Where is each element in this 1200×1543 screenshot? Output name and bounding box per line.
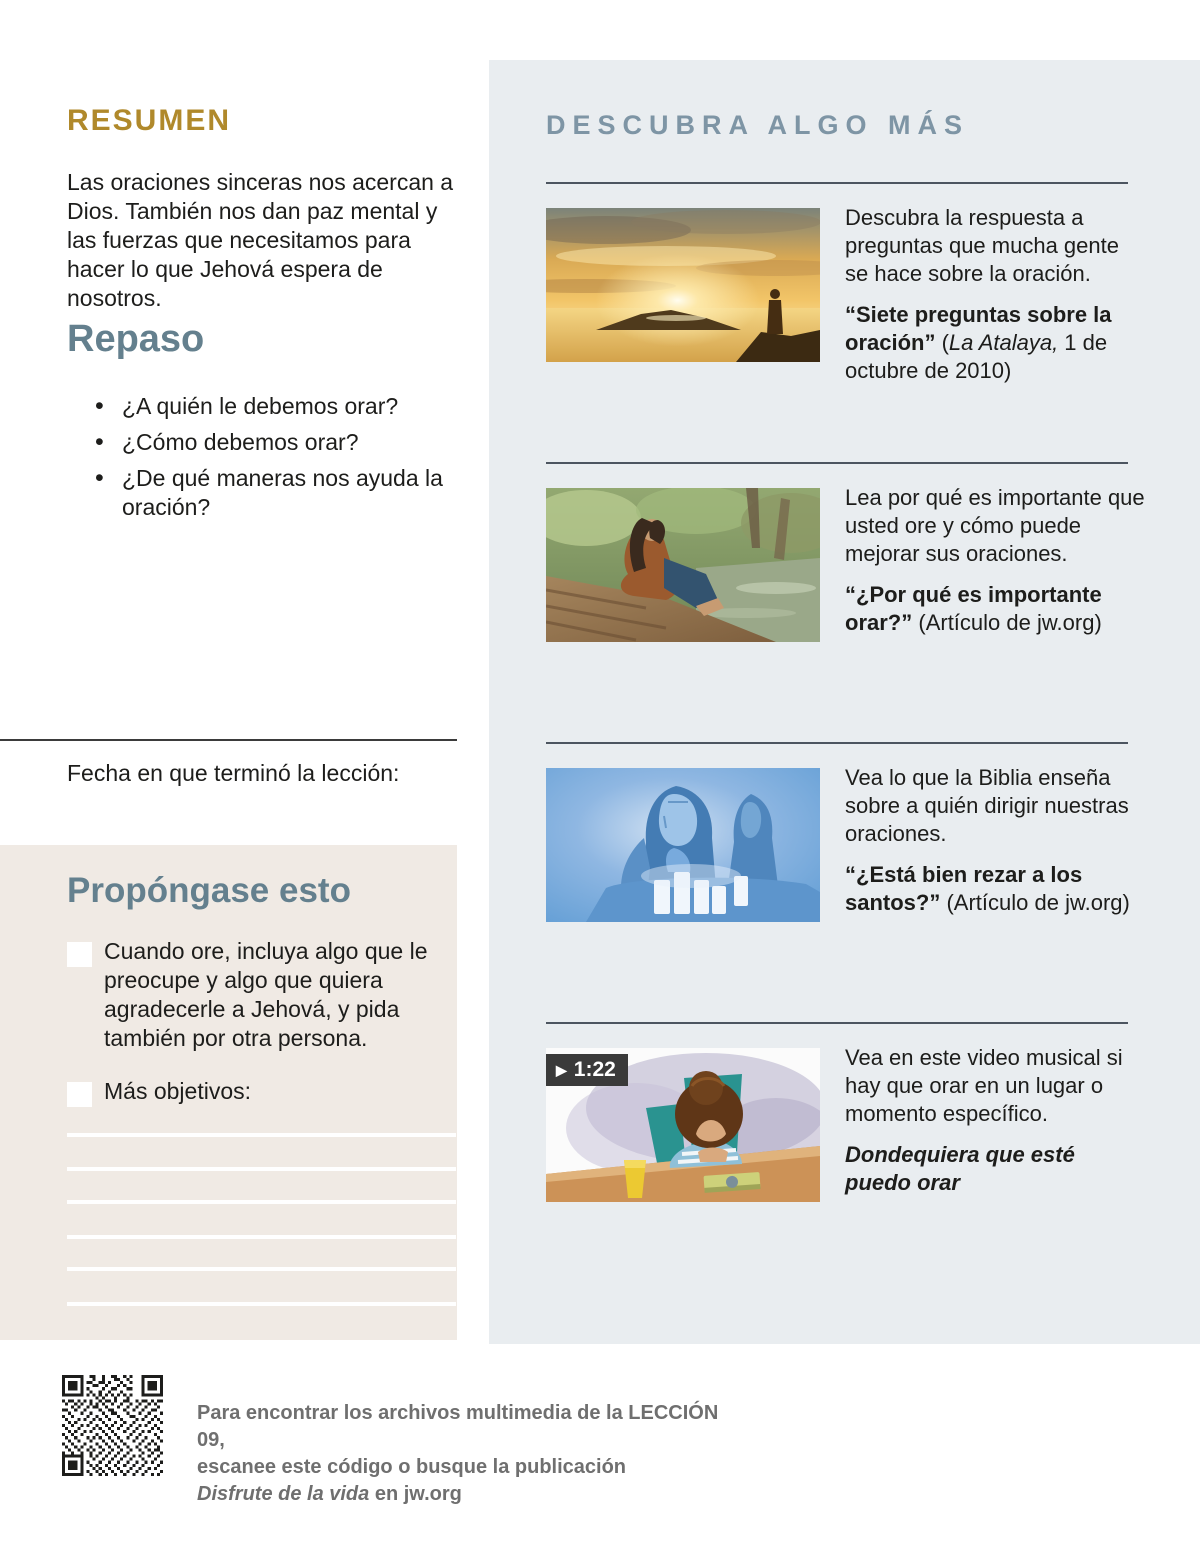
item-divider [546,1022,1128,1024]
item-description: Vea en este video musical si hay que orar en un lugar o momento específico. [845,1045,1123,1126]
goals-heading: Propóngase esto [67,871,351,910]
play-icon: ▶ [556,1061,567,1078]
video-title-link[interactable]: Dondequiera que esté puedo orar [845,1142,1075,1195]
resumen-heading: RESUMEN [67,104,232,137]
article-thumbnail-praying[interactable] [546,768,820,922]
qr-code-icon [62,1375,163,1476]
lesson-date-label: Fecha en que terminó la lección: [67,760,400,786]
article-thumbnail-riverside[interactable] [546,488,820,642]
writing-line [67,1235,456,1239]
article-item-1 [845,204,1145,385]
article-item-2 [845,484,1145,637]
repaso-heading: Repaso [67,318,205,360]
discover-heading: DESCUBRA ALGO MÁS [546,110,970,140]
summary-paragraph: Las oraciones sinceras nos acercan a Dios. También nos dan paz mental y las fuerzas que necesitamos para hacer lo que Jehová espera de nosotros. [67,169,454,311]
item-divider [546,182,1128,184]
item-divider [546,742,1128,744]
item-divider [546,462,1128,464]
ref-open: ( [935,330,949,355]
item-description: Descubra la respuesta a preguntas que mucha gente se hace sobre la oración. [845,205,1119,286]
article-title-link[interactable]: “¿Por qué es importante orar?” [845,582,1102,635]
review-question-list [95,392,445,529]
footer-line-3-rest: en jw.org [369,1483,462,1505]
goals-section [0,845,457,1340]
review-question: • ¿A quién le debemos orar? [95,392,445,421]
sunset-sea-image [546,208,820,362]
writing-line [67,1200,456,1204]
review-question: • ¿Cómo debemos orar? [95,428,445,457]
review-question: • ¿De qué maneras nos ayuda la oración? [95,464,445,522]
ref-date: 1 de octubre de 2010) [845,330,1108,383]
discover-panel [489,60,1200,1344]
article-thumbnail-sunset[interactable] [546,208,820,362]
goal-checkbox-1[interactable] [67,942,92,967]
item-reference [845,581,1145,637]
video-item [845,1044,1145,1197]
goal-checkbox-2[interactable] [67,1082,92,1107]
left-divider [0,739,457,741]
writing-line [67,1267,456,1271]
article-title-link[interactable]: “Siete preguntas sobre la oración” [845,302,1112,355]
writing-line [67,1302,456,1306]
item-description: Vea lo que la Biblia enseña sobre a quién dirigir nuestras oraciones. [845,765,1129,846]
video-title [845,1141,1145,1197]
ref-source: (Artículo de jw.org) [912,610,1102,635]
publication-title: Disfrute de la vida [197,1483,370,1505]
article-item-3 [845,764,1145,917]
goal-item-2: Más objetivos: [104,1078,252,1104]
writing-line [67,1133,456,1137]
video-duration-badge [546,1054,628,1086]
magazine-title: La Atalaya, [948,330,1059,355]
praying-woman-image [546,768,820,922]
article-title-link[interactable]: “¿Está bien rezar a los santos?” [845,862,1083,915]
item-description: Lea por qué es importante que usted ore y cómo puede mejorar sus oraciones. [845,485,1145,566]
qr-code[interactable] [62,1375,163,1476]
footer-line-1: Para encontrar los archivos multimedia de la LECCIÓN 09, [197,1402,719,1451]
video-thumbnail[interactable] [546,1048,820,1202]
item-reference [845,301,1145,385]
goal-item-1: Cuando ore, incluya algo que le preocupe y algo que quiera agradecerle a Jehová, y pida también por otra persona. [104,938,428,1051]
footer-line-2: escanee este código o busque la publicación [197,1456,627,1478]
ref-source: (Artículo de jw.org) [940,890,1130,915]
video-duration: 1:22 [573,1058,616,1081]
woman-riverside-image [546,488,820,642]
footer-instructions [197,1400,737,1508]
writing-line [67,1167,456,1171]
item-reference [845,861,1145,917]
